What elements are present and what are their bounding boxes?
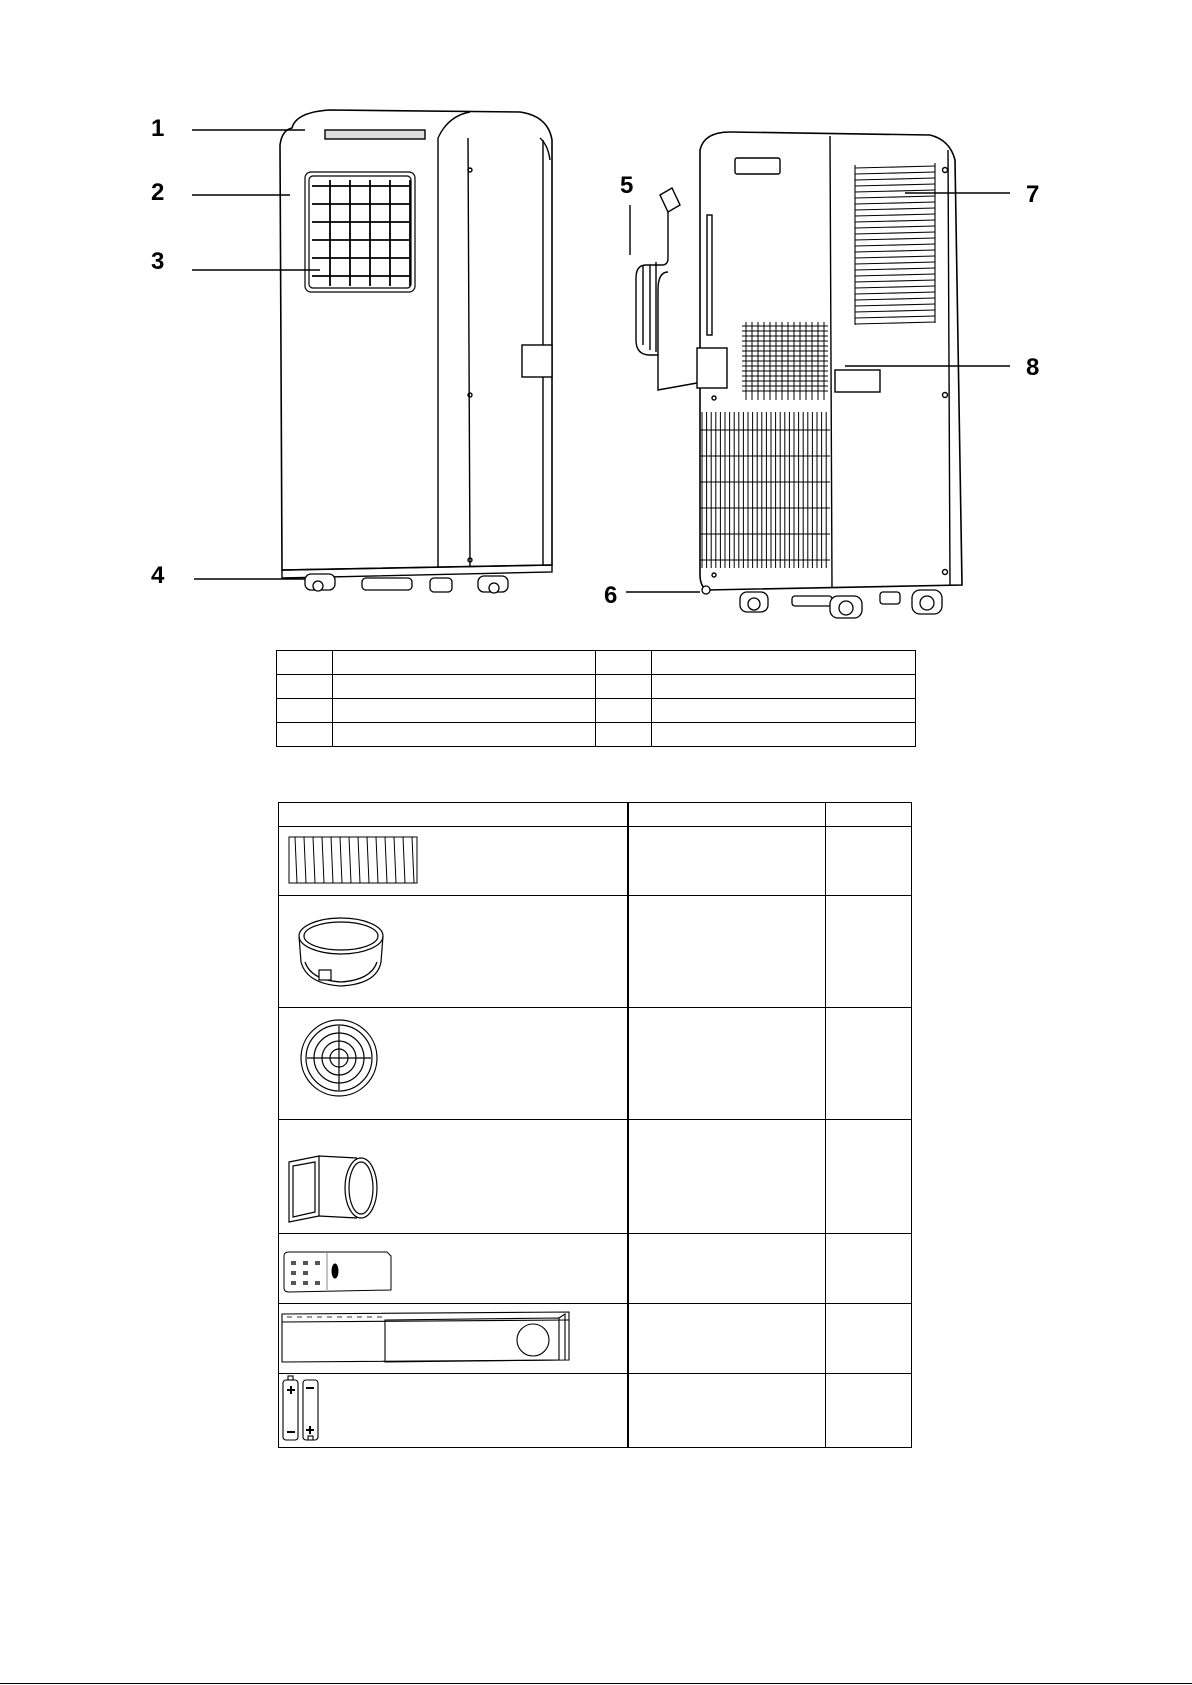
table-cell xyxy=(596,699,652,723)
accessory-image-cell xyxy=(279,896,629,1008)
accessory-name xyxy=(628,1374,825,1448)
accessory-qty xyxy=(826,827,912,896)
table-cell xyxy=(332,675,596,699)
callout-3: 3 xyxy=(151,248,165,275)
table-cell xyxy=(652,723,916,747)
accessory-qty xyxy=(826,1008,912,1120)
accessory-name xyxy=(628,827,825,896)
table-row xyxy=(279,827,912,896)
table-cell xyxy=(277,723,333,747)
table-row xyxy=(277,723,916,747)
header-cell xyxy=(628,803,825,827)
accessory-name xyxy=(628,1234,825,1304)
table-cell xyxy=(332,651,596,675)
table-cell xyxy=(596,723,652,747)
hose-adapter-ring-icon xyxy=(279,896,399,996)
accessory-qty xyxy=(826,1234,912,1304)
accessory-image-cell xyxy=(279,1008,629,1120)
accessory-image-cell xyxy=(279,827,629,896)
accessory-image-cell xyxy=(279,1120,629,1234)
callout-8: 8 xyxy=(1026,354,1040,381)
accessory-qty xyxy=(826,1120,912,1234)
accessory-name xyxy=(628,1008,825,1120)
table-cell xyxy=(277,651,333,675)
back-exhaust-grille xyxy=(855,163,935,325)
accessory-name xyxy=(628,1304,825,1374)
callout-5: 5 xyxy=(620,172,634,199)
table-cell xyxy=(277,675,333,699)
callout-2: 2 xyxy=(151,179,165,206)
accessory-image-cell xyxy=(279,1374,629,1448)
table-row xyxy=(277,651,916,675)
table-cell xyxy=(652,651,916,675)
table-cell xyxy=(652,699,916,723)
table-row xyxy=(279,1120,912,1234)
header-cell xyxy=(826,803,912,827)
callout-6: 6 xyxy=(604,582,618,609)
table-cell xyxy=(332,699,596,723)
table-cell xyxy=(277,699,333,723)
batteries-icon xyxy=(279,1374,339,1442)
table-cell xyxy=(596,675,652,699)
header-cell xyxy=(279,803,629,827)
accessory-qty xyxy=(826,1374,912,1448)
accessories-table xyxy=(278,802,912,1448)
round-vent-cap-icon xyxy=(279,1008,399,1108)
window-slide-kit-icon xyxy=(279,1304,579,1364)
accessory-name xyxy=(628,1120,825,1234)
table-row xyxy=(279,896,912,1008)
table-row xyxy=(279,1304,912,1374)
callout-7: 7 xyxy=(1026,181,1040,208)
table-row xyxy=(277,675,916,699)
back-view-illustration xyxy=(0,0,1192,660)
exhaust-hose-icon xyxy=(279,827,419,883)
accessory-image-cell xyxy=(279,1304,629,1374)
accessory-name xyxy=(628,896,825,1008)
table-row xyxy=(279,1234,912,1304)
back-wheels xyxy=(702,586,942,618)
callout-1: 1 xyxy=(151,115,165,142)
back-filter-grille xyxy=(742,322,828,400)
page-bottom-rule xyxy=(0,1683,1192,1684)
accessory-image-cell xyxy=(279,1234,629,1304)
window-adapter-icon xyxy=(279,1120,399,1228)
table-cell xyxy=(652,675,916,699)
back-intake-grille xyxy=(700,412,830,568)
remote-control-icon xyxy=(279,1234,399,1294)
accessory-qty xyxy=(826,896,912,1008)
table-cell xyxy=(596,651,652,675)
table-row xyxy=(279,1374,912,1448)
accessory-qty xyxy=(826,1304,912,1374)
table-row xyxy=(279,1008,912,1120)
table-cell xyxy=(332,723,596,747)
parts-table xyxy=(276,650,916,747)
accessories-header-row xyxy=(279,803,912,827)
table-row xyxy=(277,699,916,723)
callout-4: 4 xyxy=(151,562,165,589)
